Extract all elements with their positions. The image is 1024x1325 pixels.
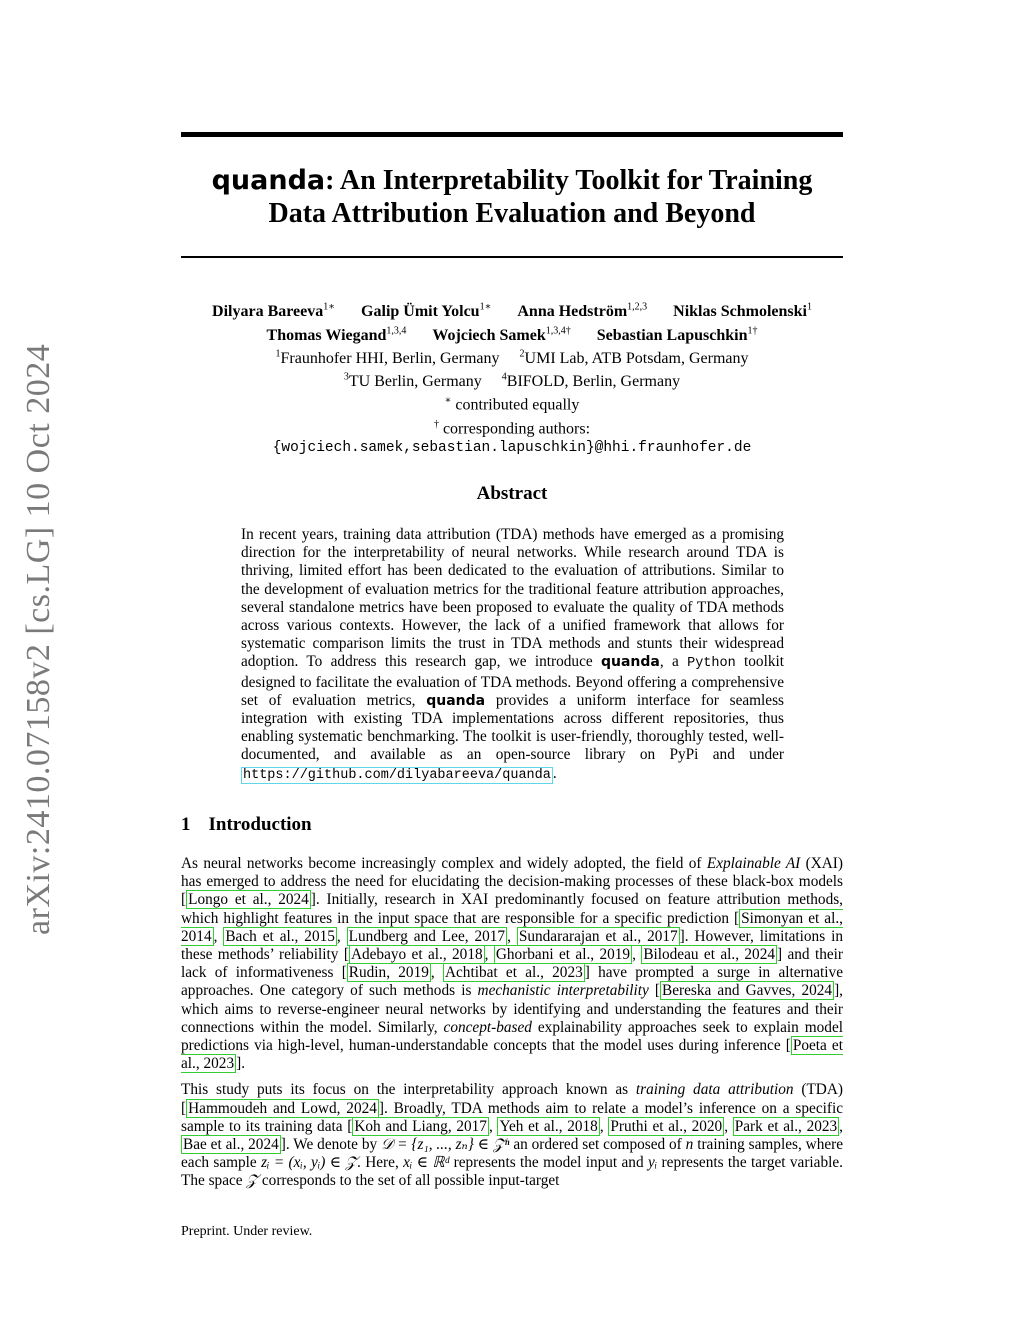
author	[432, 327, 570, 344]
text: explainability approaches seek to explain model predictions via high-level, human-understandable concepts that the model uses during inference [	[181, 1018, 843, 1055]
citation-link[interactable]: Hammoudeh and Lowd, 2024	[188, 1099, 377, 1117]
text: represents the target variable. The space	[181, 1154, 843, 1190]
abstract-text: , a	[659, 653, 688, 671]
text: (TDA) [	[181, 1081, 843, 1117]
affiliation	[275, 350, 499, 367]
footer-note: Preprint. Under review.	[181, 1224, 313, 1239]
emphasis: Explainable AI	[706, 855, 801, 872]
emphasis: mechanistic interpretability	[477, 982, 649, 1000]
emphasis: training data attribution	[635, 1081, 794, 1099]
citation-link[interactable]: Pruthi et al., 2020	[610, 1117, 723, 1135]
author-name: Galip Ümit Yolcu	[361, 303, 480, 321]
author	[361, 303, 491, 320]
math-expression: 𝒟 = {z₁, ..., zₙ} ∈ 𝒵ⁿ	[381, 1136, 510, 1154]
abstract-text: provides a uniform interface for seamless integration with existing TDA implementations across different repositories, thus enabling systematic benchmarking. The toolkit is user-friendly, thoroughly tested, well-documented, and available as an open-source library on PyPi and under	[241, 691, 785, 764]
paper-title	[181, 164, 843, 230]
math-expression: yᵢ	[647, 1154, 658, 1172]
math-expression: xᵢ ∈ ℝᵈ	[403, 1154, 450, 1172]
author-row-2	[181, 321, 843, 344]
math-expression: 𝒵	[246, 1172, 259, 1190]
corr-text: corresponding authors:	[442, 419, 591, 437]
citation-link[interactable]: Poeta et al., 2023	[181, 1037, 843, 1073]
author	[212, 303, 335, 320]
text: This study puts its focus on the interpretability approach known as	[181, 1081, 636, 1099]
citation-link[interactable]: Longo et al., 2024	[188, 891, 309, 909]
affiliation-text: TU Berlin, Germany	[348, 373, 482, 391]
author-sup: 1†	[747, 325, 758, 337]
github-link[interactable]: https://github.com/dilyabareeva/quanda	[243, 767, 551, 783]
corr-sup: †	[433, 418, 439, 430]
author-sup: 1,3,4	[386, 325, 407, 337]
title-bottom-rule	[181, 256, 843, 258]
text: ,	[484, 946, 494, 964]
affiliation-sup: 3	[343, 371, 349, 383]
text: ] have prompted a surge in alternative approaches. One category of such methods is	[181, 964, 843, 1000]
contact-email: {wojciech.samek,sebastian.lapuschkin}@hhi.fraunhofer.de	[272, 439, 752, 456]
citation-link[interactable]: Bilodeau et al., 2024	[643, 946, 776, 964]
abstract-body	[241, 526, 784, 785]
citation-link[interactable]: Sundararajan et al., 2017	[518, 927, 678, 945]
abstract-text: In recent years, training data attribution (TDA) methods have emerged as a promising direction for the interpretability of neural networks. While research around TDA is thriving, limited effort has been dedicated to the evaluation of attributions. Similar to the development of evaluation metrics for the traditional feature attribution approaches, several standalone metrics have been proposed to evaluate the quality of TDA methods across various contexts. However, the lack of a unified framework that allows for systematic comparison limits the trust in TDA methods and stunts their widespread adoption. To address this research gap, we introduce	[241, 526, 784, 671]
text: . Here,	[357, 1154, 404, 1172]
author-sup: 1	[806, 302, 812, 313]
author	[517, 303, 647, 320]
corresponding-note	[181, 415, 843, 438]
author	[267, 327, 407, 344]
equal-contribution-note	[181, 391, 843, 414]
author-sup: 1∗	[479, 302, 492, 313]
title-line-1-rest: : An Interpretability Toolkit for Training	[325, 165, 813, 196]
abstract-python: Python	[687, 656, 736, 672]
math-expression: zᵢ = (xᵢ, yᵢ) ∈ 𝒵	[261, 1154, 358, 1172]
affiliation-row-2	[181, 368, 843, 391]
title-line-2: Data Attribution Evaluation and Beyond	[268, 198, 756, 229]
affiliation	[520, 350, 749, 367]
affiliation-sup: 2	[519, 348, 525, 360]
author-name: Wojciech Samek	[432, 326, 546, 344]
affiliation-row-1	[181, 345, 843, 368]
title-top-rule	[181, 132, 843, 137]
section-title: Introduction	[208, 814, 312, 835]
abstract-brand: quanda	[600, 654, 660, 671]
author-block	[181, 298, 843, 458]
abstract-brand: quanda	[426, 692, 486, 709]
abstract-heading: Abstract	[476, 483, 548, 504]
affiliation-text: UMI Lab, ATB Potsdam, Germany	[524, 349, 749, 367]
introduction-body	[181, 855, 843, 1199]
arxiv-side-stamp: arXiv:2410.07158v2 [cs.LG] 10 Oct 2024	[20, 343, 57, 935]
intro-paragraph-2	[181, 1081, 843, 1190]
text: ]. However, limitations in these methods’ reliability [	[181, 927, 843, 964]
text: ,	[839, 1117, 843, 1135]
text: ,	[599, 1117, 609, 1135]
citation-link[interactable]: Yeh et al., 2018	[499, 1117, 598, 1135]
affiliation-text: BIFOLD, Berlin, Germany	[506, 373, 681, 391]
affiliation-text: Fraunhofer HHI, Berlin, Germany	[280, 349, 500, 367]
text: ,	[430, 964, 443, 982]
text: (XAI) has emerged to address the need for elucidating the decision-making processes of these black-box models [	[181, 855, 843, 909]
citation-link[interactable]: Bae et al., 2024	[183, 1136, 279, 1154]
author-name: Sebastian Lapuschkin	[596, 326, 748, 344]
affiliation-sup: 1	[275, 348, 281, 360]
citation-link[interactable]: Lundberg and Lee, 2017	[348, 927, 506, 945]
citation-link[interactable]: Ghorbani et al., 2019	[495, 946, 631, 964]
text: ,	[632, 946, 642, 964]
text: ,	[213, 927, 224, 945]
author-sup: 1∗	[323, 302, 336, 313]
section-number: 1	[181, 814, 191, 835]
equal-text: contributed equally	[455, 396, 580, 414]
title-brand: quanda	[211, 165, 326, 196]
author	[673, 303, 812, 320]
citation-link[interactable]: Adebayo et al., 2018	[350, 946, 483, 964]
affiliation	[502, 373, 680, 390]
author-name: Dilyara Bareeva	[212, 303, 324, 321]
author-name: Thomas Wiegand	[266, 326, 387, 344]
text: ,	[724, 1117, 733, 1135]
text: ].	[236, 1055, 246, 1073]
author	[597, 327, 758, 344]
text: ,	[488, 1117, 498, 1135]
abstract-text: .	[552, 764, 557, 782]
text: ]. Broadly, TDA methods aim to relate a model’s inference on a specific sample to its training data [	[181, 1099, 843, 1135]
equal-sup: ∗	[444, 395, 452, 407]
math-expression: n	[685, 1136, 694, 1154]
intro-paragraph-1	[181, 855, 843, 1073]
title-line-1	[181, 164, 843, 197]
text: ]. Initially, research in XAI predominantly focused on feature attribution methods, which highlight features in the input space that are responsible for a specific prediction [	[181, 891, 843, 927]
citation-link[interactable]: Park et al., 2023	[734, 1117, 838, 1135]
citation-link[interactable]: Simonyan et al., 2014	[181, 909, 843, 945]
text: ,	[507, 927, 517, 945]
affiliation-sup: 4	[501, 371, 507, 383]
text: corresponds to the set of all possible input-target	[258, 1172, 560, 1190]
citation-link[interactable]: Bereska and Gavves, 2024	[662, 982, 833, 1000]
author-sup: 1,2,3	[627, 302, 648, 313]
citation-link[interactable]: Rudin, 2019	[348, 964, 429, 982]
text: ,	[336, 927, 347, 945]
author-name: Niklas Schmolenski	[673, 303, 807, 321]
affiliation	[344, 373, 482, 390]
author-name: Anna Hedström	[517, 303, 628, 321]
citation-link[interactable]: Achtibat et al., 2023	[444, 964, 583, 982]
abstract-text: toolkit designed to facilitate the evaluation of TDA methods. Beyond offering a comprehensive set of evaluation metrics,	[241, 653, 784, 709]
citation-link[interactable]: Koh and Liang, 2017	[354, 1117, 487, 1135]
text: ] and their lack of informativeness [	[181, 946, 843, 982]
text: represents the model input and	[449, 1154, 648, 1172]
text: an ordered set composed of	[509, 1136, 686, 1154]
author-sup: 1,3,4†	[545, 325, 571, 337]
text: [	[648, 982, 661, 1000]
author-row-1	[181, 298, 843, 321]
emphasis: concept-based	[443, 1018, 532, 1036]
text: ]. We denote by	[280, 1136, 382, 1154]
section-heading	[181, 814, 312, 836]
citation-link[interactable]: Bach et al., 2015	[225, 927, 335, 945]
text: As neural networks become increasingly complex and widely adopted, the field of	[181, 855, 707, 872]
text: ], which aims to reverse-engineer neural networks by identifying and understanding the features and their connections within the model. Similarly,	[181, 982, 843, 1036]
text: training samples, where each sample	[181, 1136, 844, 1172]
